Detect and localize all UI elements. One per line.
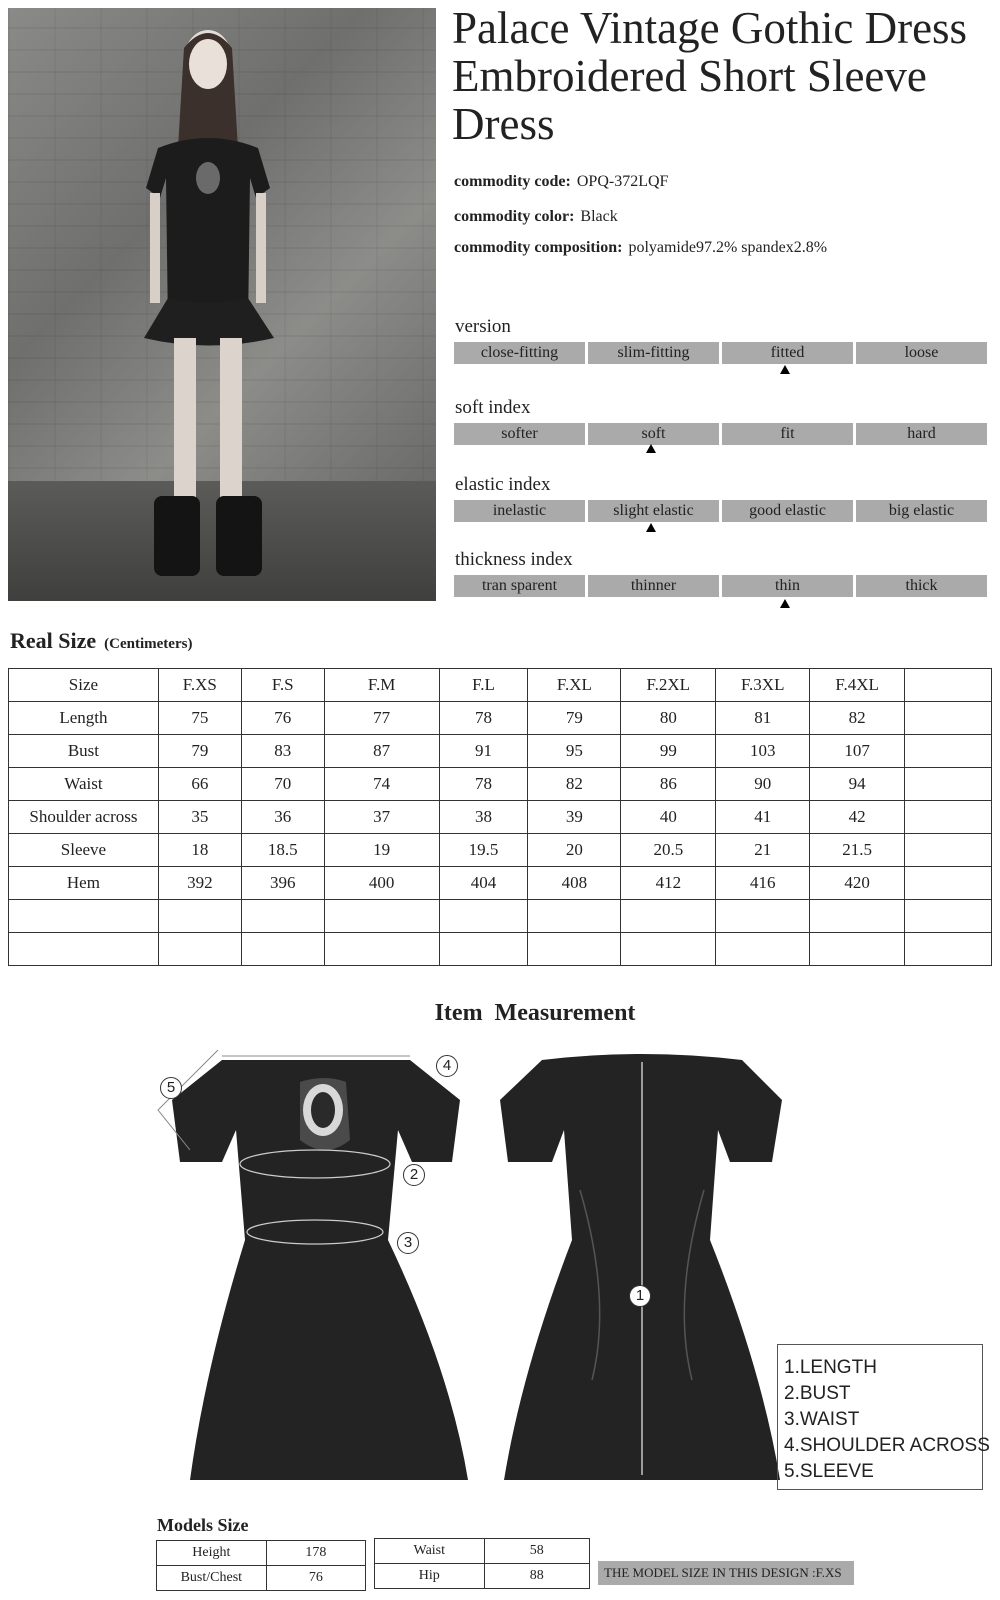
commodity-code: commodity code: OPQ-372LQF: [454, 173, 669, 190]
table-cell: Sleeve: [9, 834, 159, 867]
version-option: close-fitting: [454, 342, 585, 364]
model-size-note: THE MODEL SIZE IN THIS DESIGN :F.XS: [598, 1561, 854, 1585]
legend-item: 2.BUST: [784, 1383, 851, 1404]
table-cell: 19: [324, 834, 439, 867]
table-cell: [528, 933, 621, 966]
version-bar: [454, 342, 987, 364]
table-row: [9, 933, 992, 966]
table-cell: 392: [158, 867, 241, 900]
table-cell: 18.5: [241, 834, 324, 867]
table-cell: 78: [439, 702, 528, 735]
legend-item: 3.WAIST: [784, 1409, 860, 1430]
table-cell: 41: [716, 801, 810, 834]
marker-5: 5: [160, 1077, 182, 1099]
commodity-color: commodity color: Black: [454, 208, 618, 225]
version-option: fitted: [722, 342, 853, 364]
table-cell: [621, 933, 716, 966]
table-cell: 396: [241, 867, 324, 900]
soft-option: soft: [588, 423, 719, 445]
thickness-option: thinner: [588, 575, 719, 597]
elastic-option: big elastic: [856, 500, 987, 522]
table-cell: 75: [158, 702, 241, 735]
table-cell: [905, 768, 992, 801]
table-cell: 404: [439, 867, 528, 900]
cell: 88: [484, 1564, 589, 1589]
table-cell: 79: [528, 702, 621, 735]
header-cell: Size: [9, 669, 159, 702]
header-cell: F.2XL: [621, 669, 716, 702]
marker-2: 2: [403, 1164, 425, 1186]
version-option: loose: [856, 342, 987, 364]
commodity-composition: commodity composition: polyamide97.2% spandex2.8%: [454, 239, 828, 256]
table-cell: 81: [716, 702, 810, 735]
header-cell: F.XL: [528, 669, 621, 702]
table-cell: 77: [324, 702, 439, 735]
header-cell: [905, 669, 992, 702]
soft-marker-icon: [646, 444, 656, 453]
table-cell: [905, 801, 992, 834]
table-cell: [716, 933, 810, 966]
table-cell: [905, 900, 992, 933]
table-cell: Bust: [9, 735, 159, 768]
table-cell: [905, 702, 992, 735]
table-row: [9, 702, 992, 735]
cell: Waist: [375, 1539, 485, 1564]
thickness-marker-icon: [780, 599, 790, 608]
elastic-option: slight elastic: [588, 500, 719, 522]
table-cell: [439, 933, 528, 966]
legend-item: 4.SHOULDER ACROSS: [784, 1435, 990, 1456]
soft-option: fit: [722, 423, 853, 445]
table-row: [9, 867, 992, 900]
header-cell: F.XS: [158, 669, 241, 702]
dress-back-diagram: [492, 1050, 792, 1490]
header-cell: F.M: [324, 669, 439, 702]
table-row: [9, 834, 992, 867]
table-cell: Hem: [9, 867, 159, 900]
models-table-left: [156, 1540, 366, 1591]
cell: Hip: [375, 1564, 485, 1589]
cell: 76: [266, 1566, 365, 1591]
cell: 178: [266, 1541, 365, 1566]
elastic-option: inelastic: [454, 500, 585, 522]
table-cell: [241, 933, 324, 966]
table-cell: [810, 933, 905, 966]
header-cell: F.4XL: [810, 669, 905, 702]
table-cell: 37: [324, 801, 439, 834]
table-cell: 82: [810, 702, 905, 735]
table-cell: 79: [158, 735, 241, 768]
table-cell: 83: [241, 735, 324, 768]
table-cell: 39: [528, 801, 621, 834]
header-cell: F.3XL: [716, 669, 810, 702]
table-cell: 21: [716, 834, 810, 867]
table-cell: [324, 900, 439, 933]
soft-index-bar: [454, 423, 987, 445]
soft-option: softer: [454, 423, 585, 445]
table-cell: [9, 933, 159, 966]
table-row: [9, 735, 992, 768]
table-cell: [158, 900, 241, 933]
header-cell: F.S: [241, 669, 324, 702]
table-cell: [158, 933, 241, 966]
table-cell: 66: [158, 768, 241, 801]
table-cell: [905, 933, 992, 966]
elastic-option: good elastic: [722, 500, 853, 522]
table-cell: 103: [716, 735, 810, 768]
table-cell: 18: [158, 834, 241, 867]
table-cell: 420: [810, 867, 905, 900]
table-cell: 400: [324, 867, 439, 900]
table-cell: 95: [528, 735, 621, 768]
table-cell: 412: [621, 867, 716, 900]
cell: 58: [484, 1539, 589, 1564]
table-cell: 87: [324, 735, 439, 768]
cell: Height: [157, 1541, 267, 1566]
table-cell: Length: [9, 702, 159, 735]
table-cell: 74: [324, 768, 439, 801]
table-cell: 94: [810, 768, 905, 801]
table-cell: [241, 900, 324, 933]
table-cell: 70: [241, 768, 324, 801]
table-cell: [905, 867, 992, 900]
measurement-legend: [777, 1344, 990, 1490]
elastic-index-bar: [454, 500, 987, 522]
soft-option: hard: [856, 423, 987, 445]
table-row: [9, 900, 992, 933]
version-option: slim-fitting: [588, 342, 719, 364]
table-cell: 20.5: [621, 834, 716, 867]
table-cell: 91: [439, 735, 528, 768]
real-size-title: Real Size (Centimeters): [10, 628, 193, 653]
table-row: [9, 801, 992, 834]
thickness-option: thin: [722, 575, 853, 597]
table-cell: [528, 900, 621, 933]
marker-4: 4: [436, 1055, 458, 1077]
marker-3: 3: [397, 1232, 419, 1254]
table-cell: [324, 933, 439, 966]
table-cell: 90: [716, 768, 810, 801]
table-cell: 99: [621, 735, 716, 768]
table-cell: 416: [716, 867, 810, 900]
product-title: Palace Vintage Gothic Dress Embroidered Short Sleeve Dress: [452, 3, 968, 149]
table-cell: 408: [528, 867, 621, 900]
table-cell: [716, 900, 810, 933]
table-cell: [9, 900, 159, 933]
table-cell: [439, 900, 528, 933]
version-marker-icon: [780, 365, 790, 374]
table-cell: 42: [810, 801, 905, 834]
table-cell: 86: [621, 768, 716, 801]
table-cell: 80: [621, 702, 716, 735]
table-row: [9, 768, 992, 801]
models-table-right: [374, 1538, 590, 1589]
measurement-title: Item Measurement: [434, 1000, 636, 1026]
thickness-index-label: thickness index: [455, 549, 573, 570]
table-cell: [905, 735, 992, 768]
elastic-marker-icon: [646, 523, 656, 532]
table-cell: Waist: [9, 768, 159, 801]
version-label: version: [455, 316, 511, 337]
table-cell: [810, 900, 905, 933]
header-cell: F.L: [439, 669, 528, 702]
soft-index-label: soft index: [455, 397, 531, 418]
table-cell: 38: [439, 801, 528, 834]
cell: Bust/Chest: [157, 1566, 267, 1591]
size-table: [8, 668, 992, 966]
model-photo: [8, 8, 436, 601]
models-size-title: Models Size: [157, 1515, 249, 1535]
dress-front-diagram: [150, 1050, 480, 1490]
thickness-index-bar: [454, 575, 987, 597]
table-cell: 20: [528, 834, 621, 867]
table-cell: 19.5: [439, 834, 528, 867]
legend-item: 1.LENGTH: [784, 1357, 877, 1378]
table-cell: 78: [439, 768, 528, 801]
table-cell: [905, 834, 992, 867]
table-cell: 40: [621, 801, 716, 834]
marker-1: 1: [629, 1285, 651, 1307]
table-cell: 82: [528, 768, 621, 801]
legend-item: 5.SLEEVE: [784, 1461, 874, 1482]
thickness-option: thick: [856, 575, 987, 597]
table-cell: 76: [241, 702, 324, 735]
table-header-row: [9, 669, 992, 702]
table-cell: 21.5: [810, 834, 905, 867]
table-cell: 107: [810, 735, 905, 768]
table-cell: [621, 900, 716, 933]
table-cell: 36: [241, 801, 324, 834]
table-cell: 35: [158, 801, 241, 834]
elastic-index-label: elastic index: [455, 474, 551, 495]
table-cell: Shoulder across: [9, 801, 159, 834]
thickness-option: tran sparent: [454, 575, 585, 597]
